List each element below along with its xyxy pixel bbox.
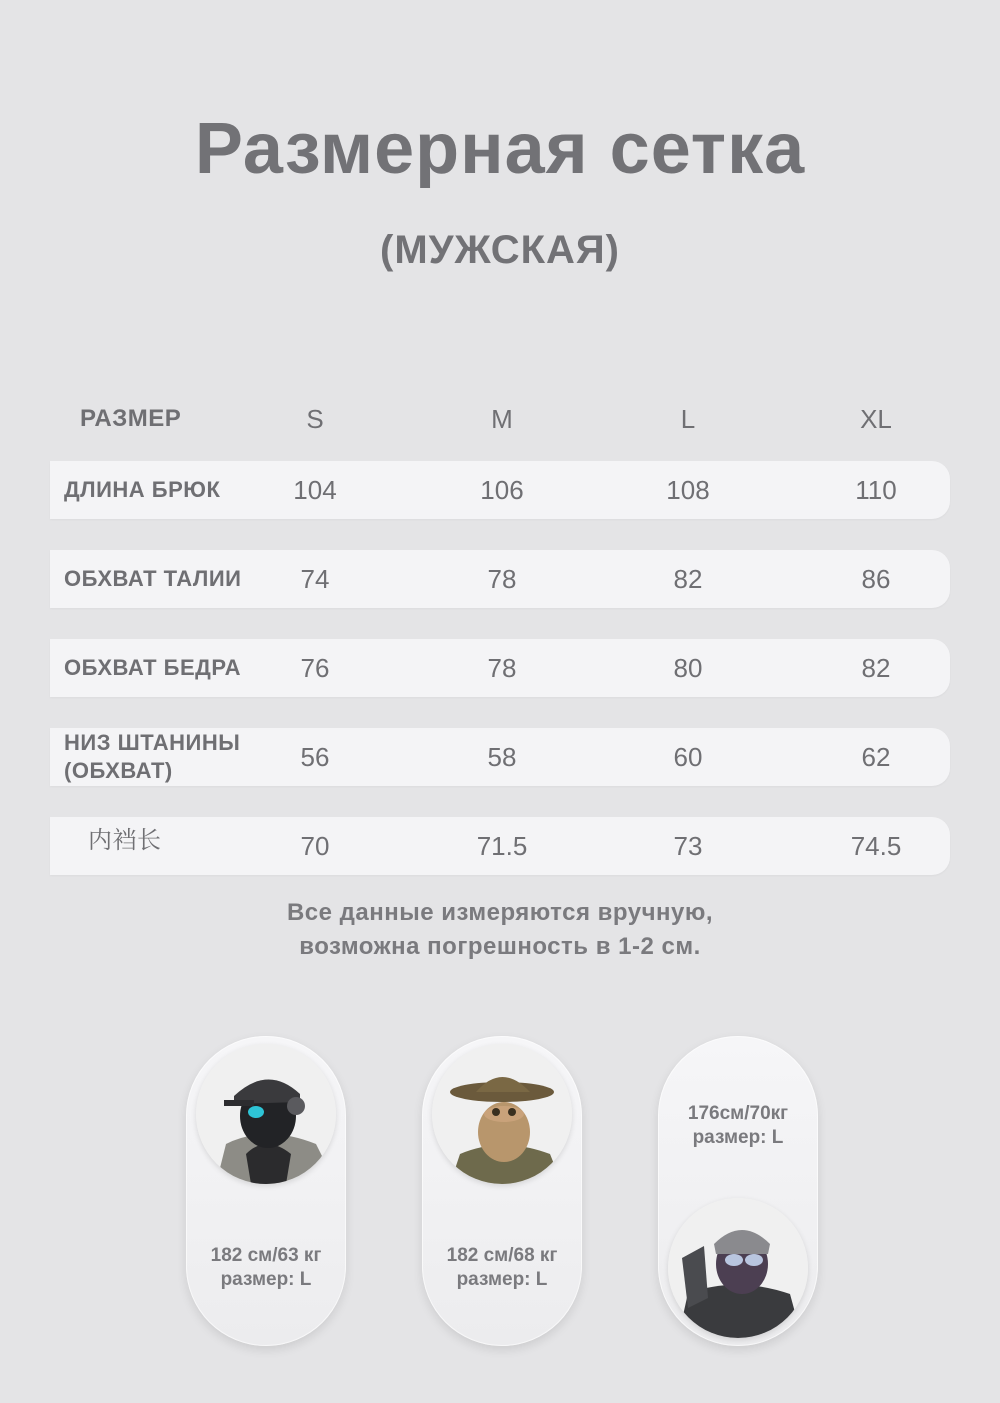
page-title: Размерная сетка (194, 109, 806, 189)
model-info-1 (186, 1244, 346, 1292)
header-size-m: M (491, 403, 513, 434)
row-value: 110 (855, 474, 897, 505)
row-value: 106 (480, 474, 524, 505)
model-photo-1 (196, 1044, 336, 1184)
page-subtitle: (МУЖСКАЯ) (380, 228, 620, 272)
row-value: 78 (487, 563, 517, 594)
row-value: 80 (673, 652, 703, 683)
row-value: 56 (300, 741, 330, 772)
row-label: 内裆长 (88, 827, 162, 854)
row-value: 78 (487, 652, 517, 683)
model-card-3 (658, 1036, 818, 1346)
header-size-xl: XL (860, 403, 892, 434)
row-value: 104 (293, 474, 337, 505)
row-label: ОБХВАТ БЕДРА (64, 655, 241, 680)
table-row-waist (50, 550, 950, 608)
row-value: 82 (673, 563, 703, 594)
row-value: 82 (861, 652, 891, 683)
model-card-1 (186, 1036, 346, 1346)
header-size-l: L (680, 403, 696, 434)
row-value: 73 (673, 830, 703, 861)
model-info-3 (658, 1102, 818, 1150)
row-value: 58 (487, 741, 517, 772)
model-height-weight: 182 см/68 кг (446, 1245, 558, 1266)
row-value: 108 (666, 474, 710, 505)
row-label: ДЛИНА БРЮК (64, 477, 221, 502)
table-row-leg-opening (50, 728, 950, 786)
row-value: 70 (300, 830, 330, 861)
row-value: 71.5 (476, 830, 528, 861)
header-size-s: S (306, 403, 324, 434)
note-line-1: Все данные измеряются вручную, (286, 899, 714, 926)
table-row-hip (50, 639, 950, 697)
model-height-weight: 182 см/63 кг (210, 1245, 322, 1266)
row-value: 74.5 (850, 830, 902, 861)
table-row-inseam (50, 817, 950, 875)
row-label: НИЗ ШТАНИНЫ (ОБХВАТ) (64, 730, 241, 783)
model-size: размер: L (456, 1269, 548, 1290)
model-card-2 (422, 1036, 582, 1346)
row-value: 60 (673, 741, 703, 772)
row-value: 76 (300, 652, 330, 683)
model-height-weight: 176см/70кг (687, 1103, 789, 1124)
model-info-2 (422, 1244, 582, 1292)
table-row-length (50, 461, 950, 519)
row-value: 62 (861, 741, 891, 772)
model-photo-2 (432, 1044, 572, 1184)
row-value: 86 (861, 563, 891, 594)
row-value: 74 (300, 563, 330, 594)
model-size: размер: L (220, 1269, 312, 1290)
model-photo-3 (668, 1198, 808, 1338)
row-label: ОБХВАТ ТАЛИИ (64, 566, 242, 591)
model-size: размер: L (692, 1127, 784, 1148)
header-label: РАЗМЕР (80, 405, 182, 432)
note-line-2: возможна погрешность в 1-2 см. (299, 933, 701, 960)
size-header-row (50, 396, 950, 442)
measurement-note (0, 896, 1000, 964)
